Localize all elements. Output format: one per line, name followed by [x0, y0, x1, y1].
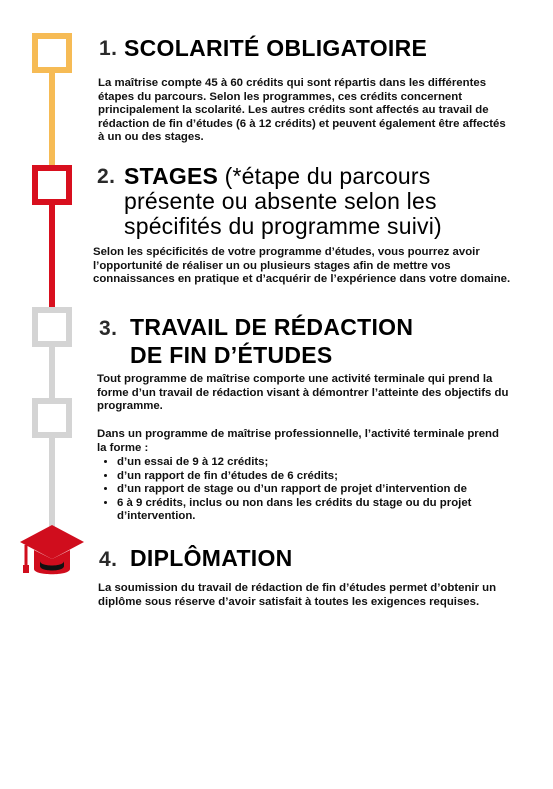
- step-2-title-rest-1: (*étape du parcours: [218, 163, 431, 189]
- list-item: • d’un rapport de fin d’études de 6 crédits;: [117, 470, 512, 484]
- step-3-title-line-2: DE FIN D’ÉTUDES: [130, 342, 333, 368]
- step-1-node: [32, 33, 72, 73]
- timeline-segment-3: [49, 330, 55, 555]
- list-item: • d’un essai de 9 à 12 crédits;: [117, 456, 512, 470]
- step-3-body-1: Tout programme de maîtrise comporte une activité terminale qui prend la forme d’un travail de rédaction visant à démontrer l’atteinte des objectifs du programme.: [97, 373, 509, 413]
- step-3b-node: [32, 398, 72, 438]
- list-item: • d’un rapport de stage ou d’un rapport de projet d’intervention de: [117, 483, 512, 497]
- step-2-body: Selon les spécificités de votre programme d’études, vous pourrez avoir l’opportunité de réaliser un ou plusieurs stages afin de mettre vos connaissances en pratique et d’acquérir de l’expérience dans votre domaine.: [93, 246, 511, 286]
- step-2-title-line-3: spécifités du programme suivi): [124, 213, 442, 239]
- step-2-number: 2.: [97, 165, 116, 188]
- step-4-title: DIPLÔMATION: [130, 545, 293, 571]
- step-2-title-bold: STAGES: [124, 163, 219, 189]
- step-2-node: [32, 165, 72, 205]
- list-item: • 6 à 9 crédits, inclus ou non dans les crédits du stage ou du projet d’intervention.: [117, 497, 512, 524]
- step-3-title-line-1: TRAVAIL DE RÉDACTION: [130, 314, 414, 340]
- step-1-number: 1.: [99, 37, 118, 60]
- step-2-title-line-2: présente ou absente selon les: [124, 188, 437, 214]
- step-2-title: [124, 164, 544, 189]
- step-1-title: SCOLARITÉ OBLIGATOIRE: [124, 35, 428, 61]
- graduation-cap-icon: [18, 523, 86, 583]
- step-4-body: La soumission du travail de rédaction de fin d’études permet d’obtenir un diplôme sous réserve d’avoir satisfait à toutes les exigences requises.: [98, 582, 497, 608]
- step-4-number: 4.: [99, 548, 118, 571]
- step-3-number: 3.: [99, 317, 118, 340]
- step-3a-node: [32, 307, 72, 347]
- step-3-body-2: Dans un programme de maîtrise professionnelle, l’activité terminale prend la forme :: [97, 428, 499, 454]
- step-3-bullet-list: [97, 456, 512, 524]
- step-1-body: La maîtrise compte 45 à 60 crédits qui sont répartis dans les différentes étapes du parcours. Selon les programmes, ces crédits concernent principalement la scolarité. Les autres crédits sont affectés au travail de rédaction de fin d’études (6 à 12 crédits) et peuvent également être affectés à un ou des stages.: [98, 77, 506, 144]
